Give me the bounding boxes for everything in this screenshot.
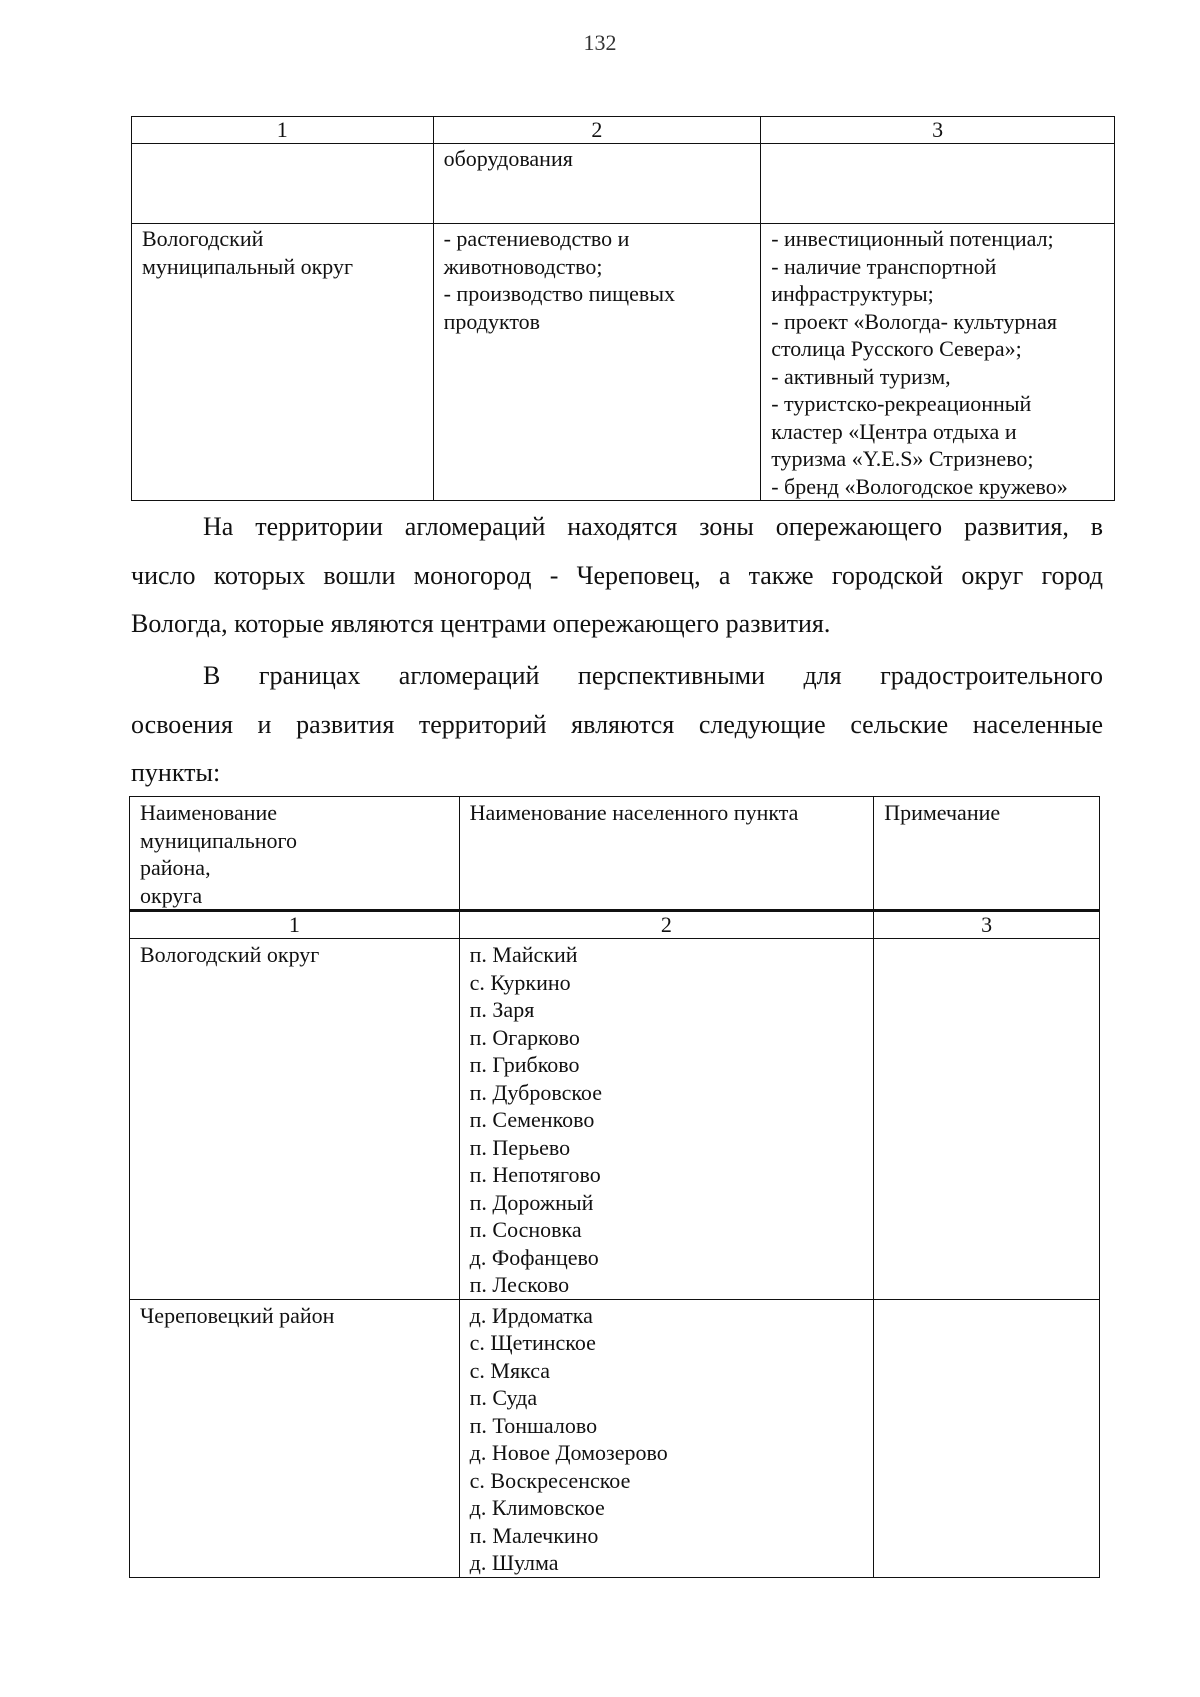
table-header [130,797,1100,911]
note-cell [874,1299,1100,1577]
column-number: 1 [132,117,434,144]
paragraph-line: число которых вошли моногород - Череповец, а также городской округ город [131,560,1103,590]
column-number: 2 [459,911,874,939]
header-note: Примечание [874,797,1100,911]
paragraph-line: В границах агломераций перспективными для градостроительного [203,661,1103,690]
table-row [130,1299,1100,1577]
column-number: 3 [874,911,1100,939]
table-row [130,939,1100,1300]
table-row [132,224,1115,501]
specialization-cell: - растениеводство и животноводство; - производство пищевых продуктов [433,224,761,501]
settlements-table [129,796,1100,1578]
table-header-numbers [130,911,1100,939]
district-cell: Вологодский округ [130,939,460,1300]
district-cell: Череповецкий район [130,1299,460,1577]
column-number: 1 [130,911,460,939]
page-number: 132 [583,30,617,55]
note-cell [874,939,1100,1300]
column-number: 2 [433,117,761,144]
paragraph-settlements-intro [131,652,1103,798]
table-cell [761,144,1115,224]
specialization-table [131,116,1115,501]
district-cell: Вологодский муниципальный округ [132,224,434,501]
factors-cell: - инвестиционный потенциал; - наличие транспортной инфраструктуры; - проект «Вологда- культурная столица Русского Севера»; - активный туризм, - туристско-рекреационный кластер «Центра отдыха и туризма «Y.E.S» Стризнево; - бренд «Вологодское кружево» [761,224,1115,501]
paragraph-advanced-development [131,503,1103,649]
settlements-cell: д. Ирдоматка с. Щетинское с. Мякса п. Суда п. Тоншалово д. Новое Домозерово с. Воскресенское д. Климовское п. Малечкино д. Шулма [459,1299,874,1577]
paragraph-line: пункты: [131,758,221,787]
column-number: 3 [761,117,1115,144]
table-header-numbers [132,117,1115,144]
table-cell [132,144,434,224]
paragraph-line: освоения и развития территорий являются следующие сельские населенные [131,709,1103,739]
settlements-cell: п. Майский с. Куркино п. Заря п. Огарково п. Грибково п. Дубровское п. Семенково п. Перьево п. Непотягово п. Дорожный п. Сосновка д. Фофанцево п. Лесково [459,939,874,1300]
paragraph-line: Вологда, которые являются центрами опережающего развития. [131,609,831,638]
paragraph-line: На территории агломераций находятся зоны опережающего развития, в [203,512,1103,541]
table-row-continuation [132,144,1115,224]
header-district: Наименование муниципального района, округа [130,797,460,911]
table-cell: оборудования [433,144,761,224]
header-settlement: Наименование населенного пункта [459,797,874,911]
